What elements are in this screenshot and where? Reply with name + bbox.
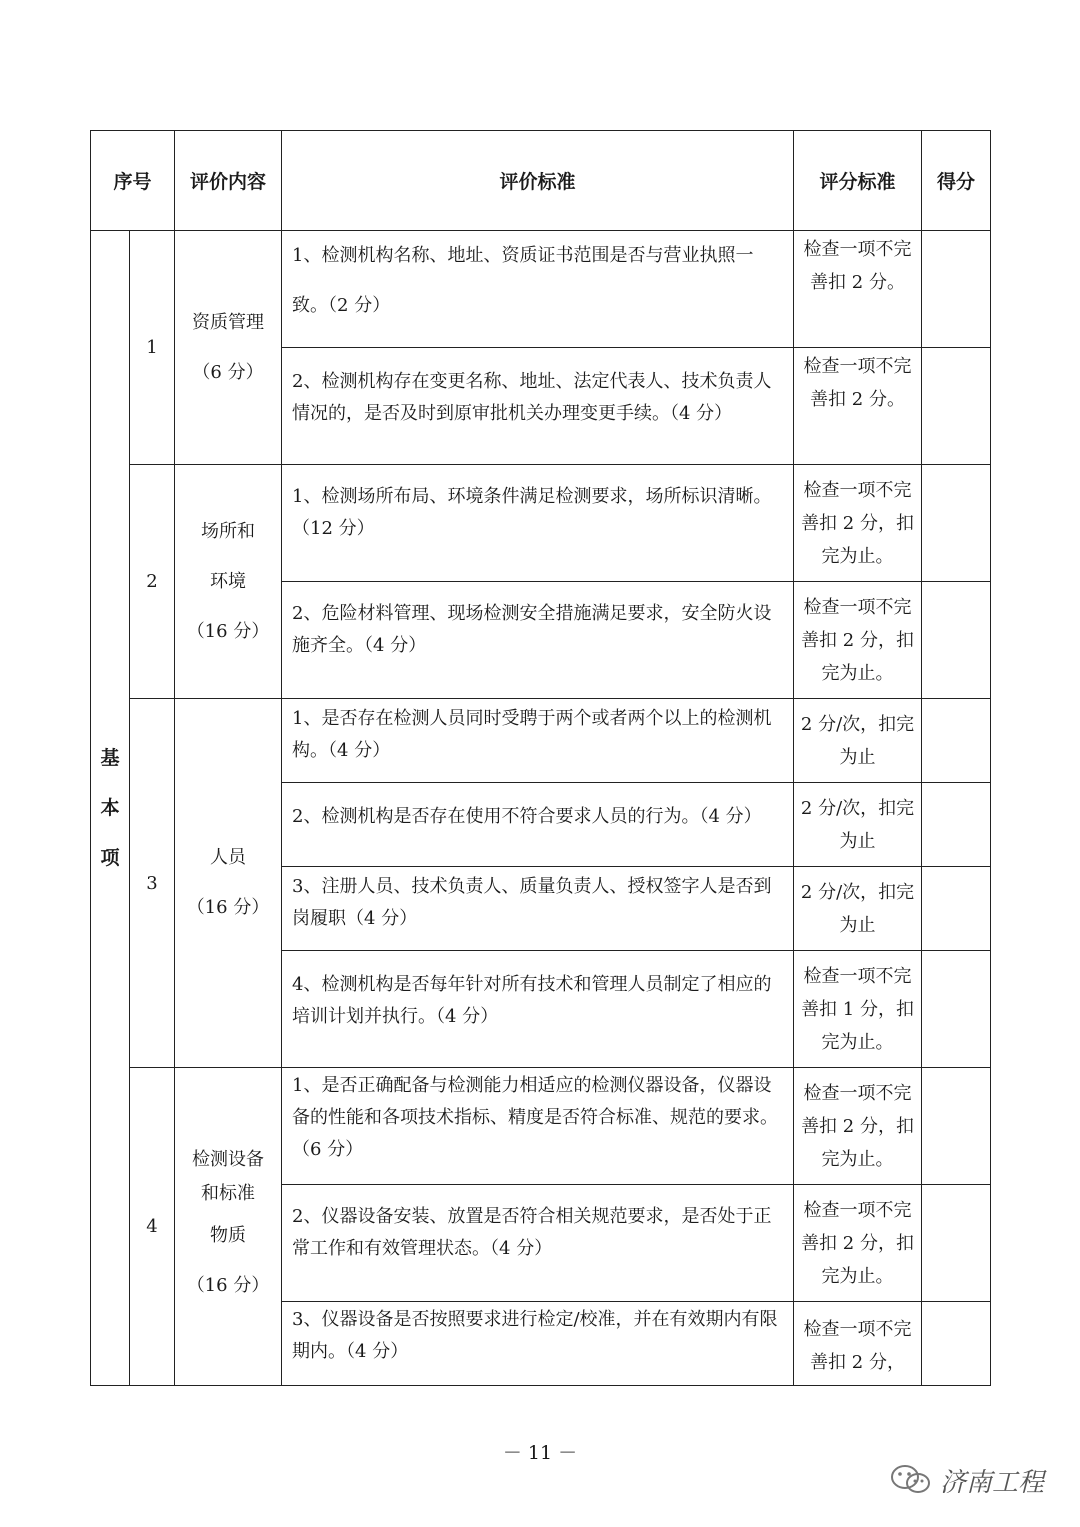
criteria-cell: 2、检测机构存在变更名称、地址、法定代表人、技术负责人情况的，是否及时到原审批机关办理变更手续。（4 分） bbox=[282, 348, 794, 465]
header-score: 得分 bbox=[922, 131, 991, 231]
watermark bbox=[890, 1460, 1044, 1500]
criteria-cell: 3、仪器设备是否按照要求进行检定/校准，并在有效期内有限期内。（4 分） bbox=[282, 1302, 794, 1386]
score-cell[interactable] bbox=[922, 231, 991, 348]
score-cell[interactable] bbox=[922, 867, 991, 951]
scoring-cell: 2 分/次，扣完为止 bbox=[794, 699, 922, 783]
scoring-cell: 检查一项不完善扣 1 分，扣完为止。 bbox=[794, 951, 922, 1068]
table-row bbox=[91, 465, 991, 582]
criteria-cell: 2、检测机构是否存在使用不符合要求人员的行为。（4 分） bbox=[282, 783, 794, 867]
criteria-cell: 2、仪器设备安装、放置是否符合相关规范要求，是否处于正常工作和有效管理状态。（4 分） bbox=[282, 1185, 794, 1302]
page-number: － 11 － bbox=[502, 1442, 578, 1464]
group-number: 2 bbox=[130, 465, 175, 699]
table-row bbox=[91, 699, 991, 783]
table-row bbox=[91, 231, 991, 348]
group-content: 场所和 环境 （16 分） bbox=[175, 465, 282, 699]
header-content: 评价内容 bbox=[175, 131, 282, 231]
header-seq: 序号 bbox=[91, 131, 175, 231]
scoring-cell: 检查一项不完善扣 2 分，扣完为止。 bbox=[794, 1185, 922, 1302]
score-cell[interactable] bbox=[922, 951, 991, 1068]
scoring-cell: 2 分/次，扣完为止 bbox=[794, 867, 922, 951]
score-cell[interactable] bbox=[922, 699, 991, 783]
scoring-cell: 检查一项不完善扣 2 分，扣完为止。 bbox=[794, 1068, 922, 1185]
scoring-cell: 检查一项不完善扣 2 分。 bbox=[794, 231, 922, 348]
criteria-cell: 1、是否正确配备与检测能力相适应的检测仪器设备，仪器设备的性能和各项技术指标、精度是否符合标准、规范的要求。（6 分） bbox=[282, 1068, 794, 1185]
criteria-cell: 1、检测机构名称、地址、资质证书范围是否与营业执照一致。（2 分） bbox=[282, 231, 794, 348]
header-criteria: 评价标准 bbox=[282, 131, 794, 231]
group-content: 检测设备 和标准 物质 （16 分） bbox=[175, 1068, 282, 1386]
criteria-cell: 3、注册人员、技术负责人、质量负责人、授权签字人是否到岗履职（4 分） bbox=[282, 867, 794, 951]
score-cell[interactable] bbox=[922, 582, 991, 699]
criteria-cell: 1、检测场所布局、环境条件满足检测要求，场所标识清晰。（12 分） bbox=[282, 465, 794, 582]
score-cell[interactable] bbox=[922, 1302, 991, 1386]
wechat-icon bbox=[890, 1463, 932, 1497]
group-content: 资质管理 （6 分） bbox=[175, 231, 282, 465]
scoring-cell: 检查一项不完善扣 2 分。 bbox=[794, 348, 922, 465]
score-cell[interactable] bbox=[922, 465, 991, 582]
group-number: 4 bbox=[130, 1068, 175, 1386]
criteria-cell: 2、危险材料管理、现场检测安全措施满足要求，安全防火设施齐全。（4 分） bbox=[282, 582, 794, 699]
evaluation-table bbox=[90, 130, 991, 1386]
group-number: 1 bbox=[130, 231, 175, 465]
header-scoring: 评分标准 bbox=[794, 131, 922, 231]
scoring-cell: 检查一项不完善扣 2 分，扣完为止。 bbox=[794, 582, 922, 699]
scoring-cell: 检查一项不完善扣 2 分，扣完为止。 bbox=[794, 465, 922, 582]
score-cell[interactable] bbox=[922, 1068, 991, 1185]
score-cell[interactable] bbox=[922, 348, 991, 465]
group-number: 3 bbox=[130, 699, 175, 1068]
scoring-cell: 2 分/次，扣完为止 bbox=[794, 783, 922, 867]
category-cell: 基 本 项 bbox=[91, 231, 130, 1386]
score-cell[interactable] bbox=[922, 783, 991, 867]
table-row bbox=[91, 1068, 991, 1185]
criteria-cell: 4、检测机构是否每年针对所有技术和管理人员制定了相应的培训计划并执行。（4 分） bbox=[282, 951, 794, 1068]
criteria-cell: 1、是否存在检测人员同时受聘于两个或者两个以上的检测机构。（4 分） bbox=[282, 699, 794, 783]
score-cell[interactable] bbox=[922, 1185, 991, 1302]
group-content: 人员 （16 分） bbox=[175, 699, 282, 1068]
scoring-cell: 检查一项不完善扣 2 分， bbox=[794, 1302, 922, 1386]
watermark-text: 济南工程 bbox=[940, 1467, 1045, 1498]
header-row bbox=[91, 131, 991, 231]
